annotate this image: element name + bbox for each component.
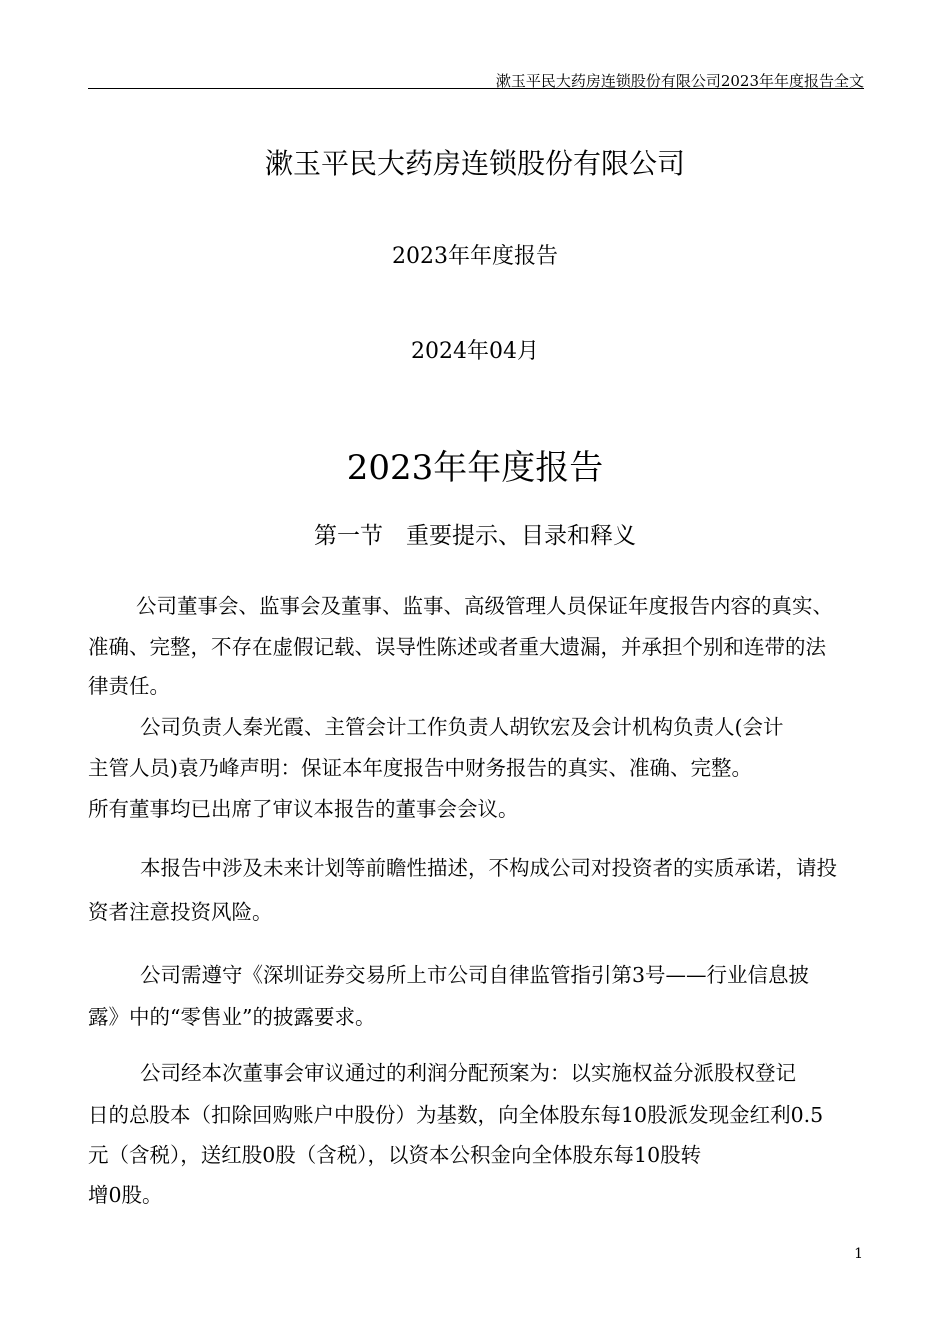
paragraph-line: 所有董事均已出席了审议本报告的董事会会议。	[88, 797, 519, 821]
paragraph-line: 本报告中涉及未来计划等前瞻性描述，不构成公司对投资者的实质承诺，请投	[140, 856, 837, 880]
paragraph-line: 公司董事会、监事会及董事、监事、高级管理人员保证年度报告内容的真实、	[136, 594, 833, 618]
paragraph-line: 公司需遵守《深圳证券交易所上市公司自律监管指引第3号——行业信息披	[140, 963, 810, 987]
paragraph-line: 元（含税），送红股0股（含税），以资本公积金向全体股东每10股转	[88, 1143, 702, 1167]
paragraph-line: 公司负责人秦光霞、主管会计工作负责人胡钦宏及会计机构负责人(会计	[140, 715, 784, 739]
header-divider	[88, 88, 864, 89]
page-number: 1	[854, 1246, 863, 1262]
paragraph-line: 日的总股本（扣除回购账户中股份）为基数，向全体股东每10股派发现金红利0.5	[88, 1103, 824, 1127]
paragraph-line: 主管人员)袁乃峰声明：保证本年度报告中财务报告的真实、准确、完整。	[88, 756, 752, 780]
paragraph-line: 资者注意投资风险。	[88, 900, 273, 924]
paragraph-line: 律责任。	[88, 674, 170, 698]
section-title: 第一节 重要提示、目录和释义	[314, 523, 636, 549]
company-name: 漱玉平民大药房连锁股份有限公司	[264, 147, 685, 180]
running-header: 漱玉平民大药房连锁股份有限公司2023年年度报告全文	[495, 72, 864, 90]
paragraph-line: 露》中的“零售业”的披露要求。	[88, 1005, 376, 1029]
paragraph-line: 公司经本次董事会审议通过的利润分配预案为：以实施权益分派股权登记	[140, 1061, 796, 1085]
report-title: 2023年年度报告	[392, 244, 558, 269]
paragraph-line: 准确、完整，不存在虚假记载、误导性陈述或者重大遗漏，并承担个别和连带的法	[88, 635, 826, 659]
main-title: 2023年年度报告	[346, 448, 604, 488]
report-date: 2024年04月	[411, 339, 539, 364]
paragraph-line: 增0股。	[88, 1183, 163, 1207]
